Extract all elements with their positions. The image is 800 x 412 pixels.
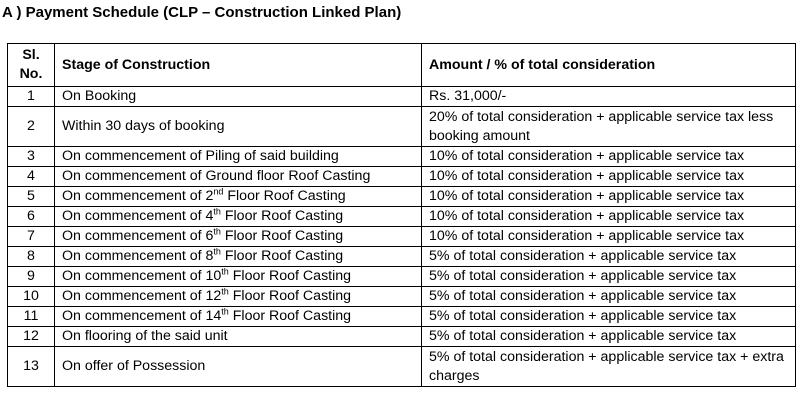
table-row	[8, 307, 796, 327]
row-amount: 10% of total consideration + applicable service tax	[422, 207, 796, 227]
row-amount: Rs. 31,000/-	[422, 87, 796, 107]
row-sl: 13	[8, 347, 55, 387]
ordinal-suffix: th	[221, 286, 229, 297]
payment-schedule-table	[7, 43, 796, 387]
row-sl: 1	[8, 87, 55, 107]
table-row	[8, 327, 796, 347]
header-sl-line2: No.	[19, 66, 43, 82]
table-header-row	[8, 44, 796, 87]
row-stage	[55, 207, 422, 227]
table-row	[8, 167, 796, 187]
row-sl: 9	[8, 267, 55, 287]
ordinal-suffix: th	[221, 306, 229, 317]
table-row	[8, 207, 796, 227]
table-row	[8, 267, 796, 287]
ordinal-suffix: th	[213, 206, 221, 217]
header-amount: Amount / % of total consideration	[422, 44, 796, 87]
stage-text: Floor Roof Casting	[220, 228, 344, 244]
row-stage	[55, 287, 422, 307]
row-stage: On commencement of Ground floor Roof Casting	[55, 167, 422, 187]
table-row	[8, 147, 796, 167]
ordinal-suffix: th	[213, 246, 221, 257]
row-sl: 8	[8, 247, 55, 267]
row-amount: 5% of total consideration + applicable service tax	[422, 327, 796, 347]
row-stage: On Booking	[55, 87, 422, 107]
row-amount: 20% of total consideration + applicable service tax less booking amount	[422, 107, 796, 147]
row-stage	[55, 307, 422, 327]
stage-text: On commencement of 2	[62, 188, 214, 204]
stage-text: Floor Roof Casting	[220, 248, 344, 264]
ordinal-suffix: th	[221, 266, 229, 277]
stage-text: On commencement of 6	[62, 228, 214, 244]
row-amount: 10% of total consideration + applicable service tax	[422, 227, 796, 247]
header-stage: Stage of Construction	[55, 44, 422, 87]
stage-text: Floor Roof Casting	[228, 268, 352, 284]
row-amount: 5% of total consideration + applicable service tax	[422, 287, 796, 307]
header-sl-no	[8, 44, 55, 87]
table-row	[8, 287, 796, 307]
header-sl-line1: Sl.	[22, 47, 40, 63]
row-amount: 5% of total consideration + applicable service tax	[422, 307, 796, 327]
stage-text: On commencement of 12	[62, 288, 222, 304]
stage-text: Floor Roof Casting	[228, 308, 352, 324]
row-stage: On flooring of the said unit	[55, 327, 422, 347]
stage-text: Floor Roof Casting	[223, 188, 346, 204]
row-sl: 5	[8, 187, 55, 207]
row-sl: 10	[8, 287, 55, 307]
table-row	[8, 187, 796, 207]
table-row	[8, 247, 796, 267]
row-sl: 4	[8, 167, 55, 187]
row-amount: 10% of total consideration + applicable service tax	[422, 187, 796, 207]
row-stage	[55, 227, 422, 247]
row-stage	[55, 247, 422, 267]
row-amount: 5% of total consideration + applicable service tax	[422, 267, 796, 287]
stage-text: On commencement of 8	[62, 248, 214, 264]
row-stage: Within 30 days of booking	[55, 107, 422, 147]
stage-text: On commencement of 14	[62, 308, 222, 324]
row-stage: On commencement of Piling of said building	[55, 147, 422, 167]
stage-text: Floor Roof Casting	[228, 288, 352, 304]
page-title: A ) Payment Schedule (CLP – Construction Linked Plan)	[2, 4, 402, 21]
row-amount: 10% of total consideration + applicable service tax	[422, 147, 796, 167]
row-amount: 5% of total consideration + applicable service tax + extra charges	[422, 347, 796, 387]
stage-text: Floor Roof Casting	[220, 208, 344, 224]
row-amount: 10% of total consideration + applicable service tax	[422, 167, 796, 187]
row-sl: 12	[8, 327, 55, 347]
row-stage: On offer of Possession	[55, 347, 422, 387]
stage-text: On commencement of 10	[62, 268, 222, 284]
row-amount: 5% of total consideration + applicable service tax	[422, 247, 796, 267]
row-stage	[55, 267, 422, 287]
table-row	[8, 347, 796, 387]
ordinal-suffix: nd	[213, 186, 224, 197]
row-sl: 2	[8, 107, 55, 147]
table-row	[8, 87, 796, 107]
stage-text: On commencement of 4	[62, 208, 214, 224]
row-sl: 6	[8, 207, 55, 227]
row-sl: 7	[8, 227, 55, 247]
row-stage	[55, 187, 422, 207]
ordinal-suffix: th	[213, 226, 221, 237]
table-row	[8, 227, 796, 247]
row-sl: 11	[8, 307, 55, 327]
row-sl: 3	[8, 147, 55, 167]
table-row	[8, 107, 796, 147]
